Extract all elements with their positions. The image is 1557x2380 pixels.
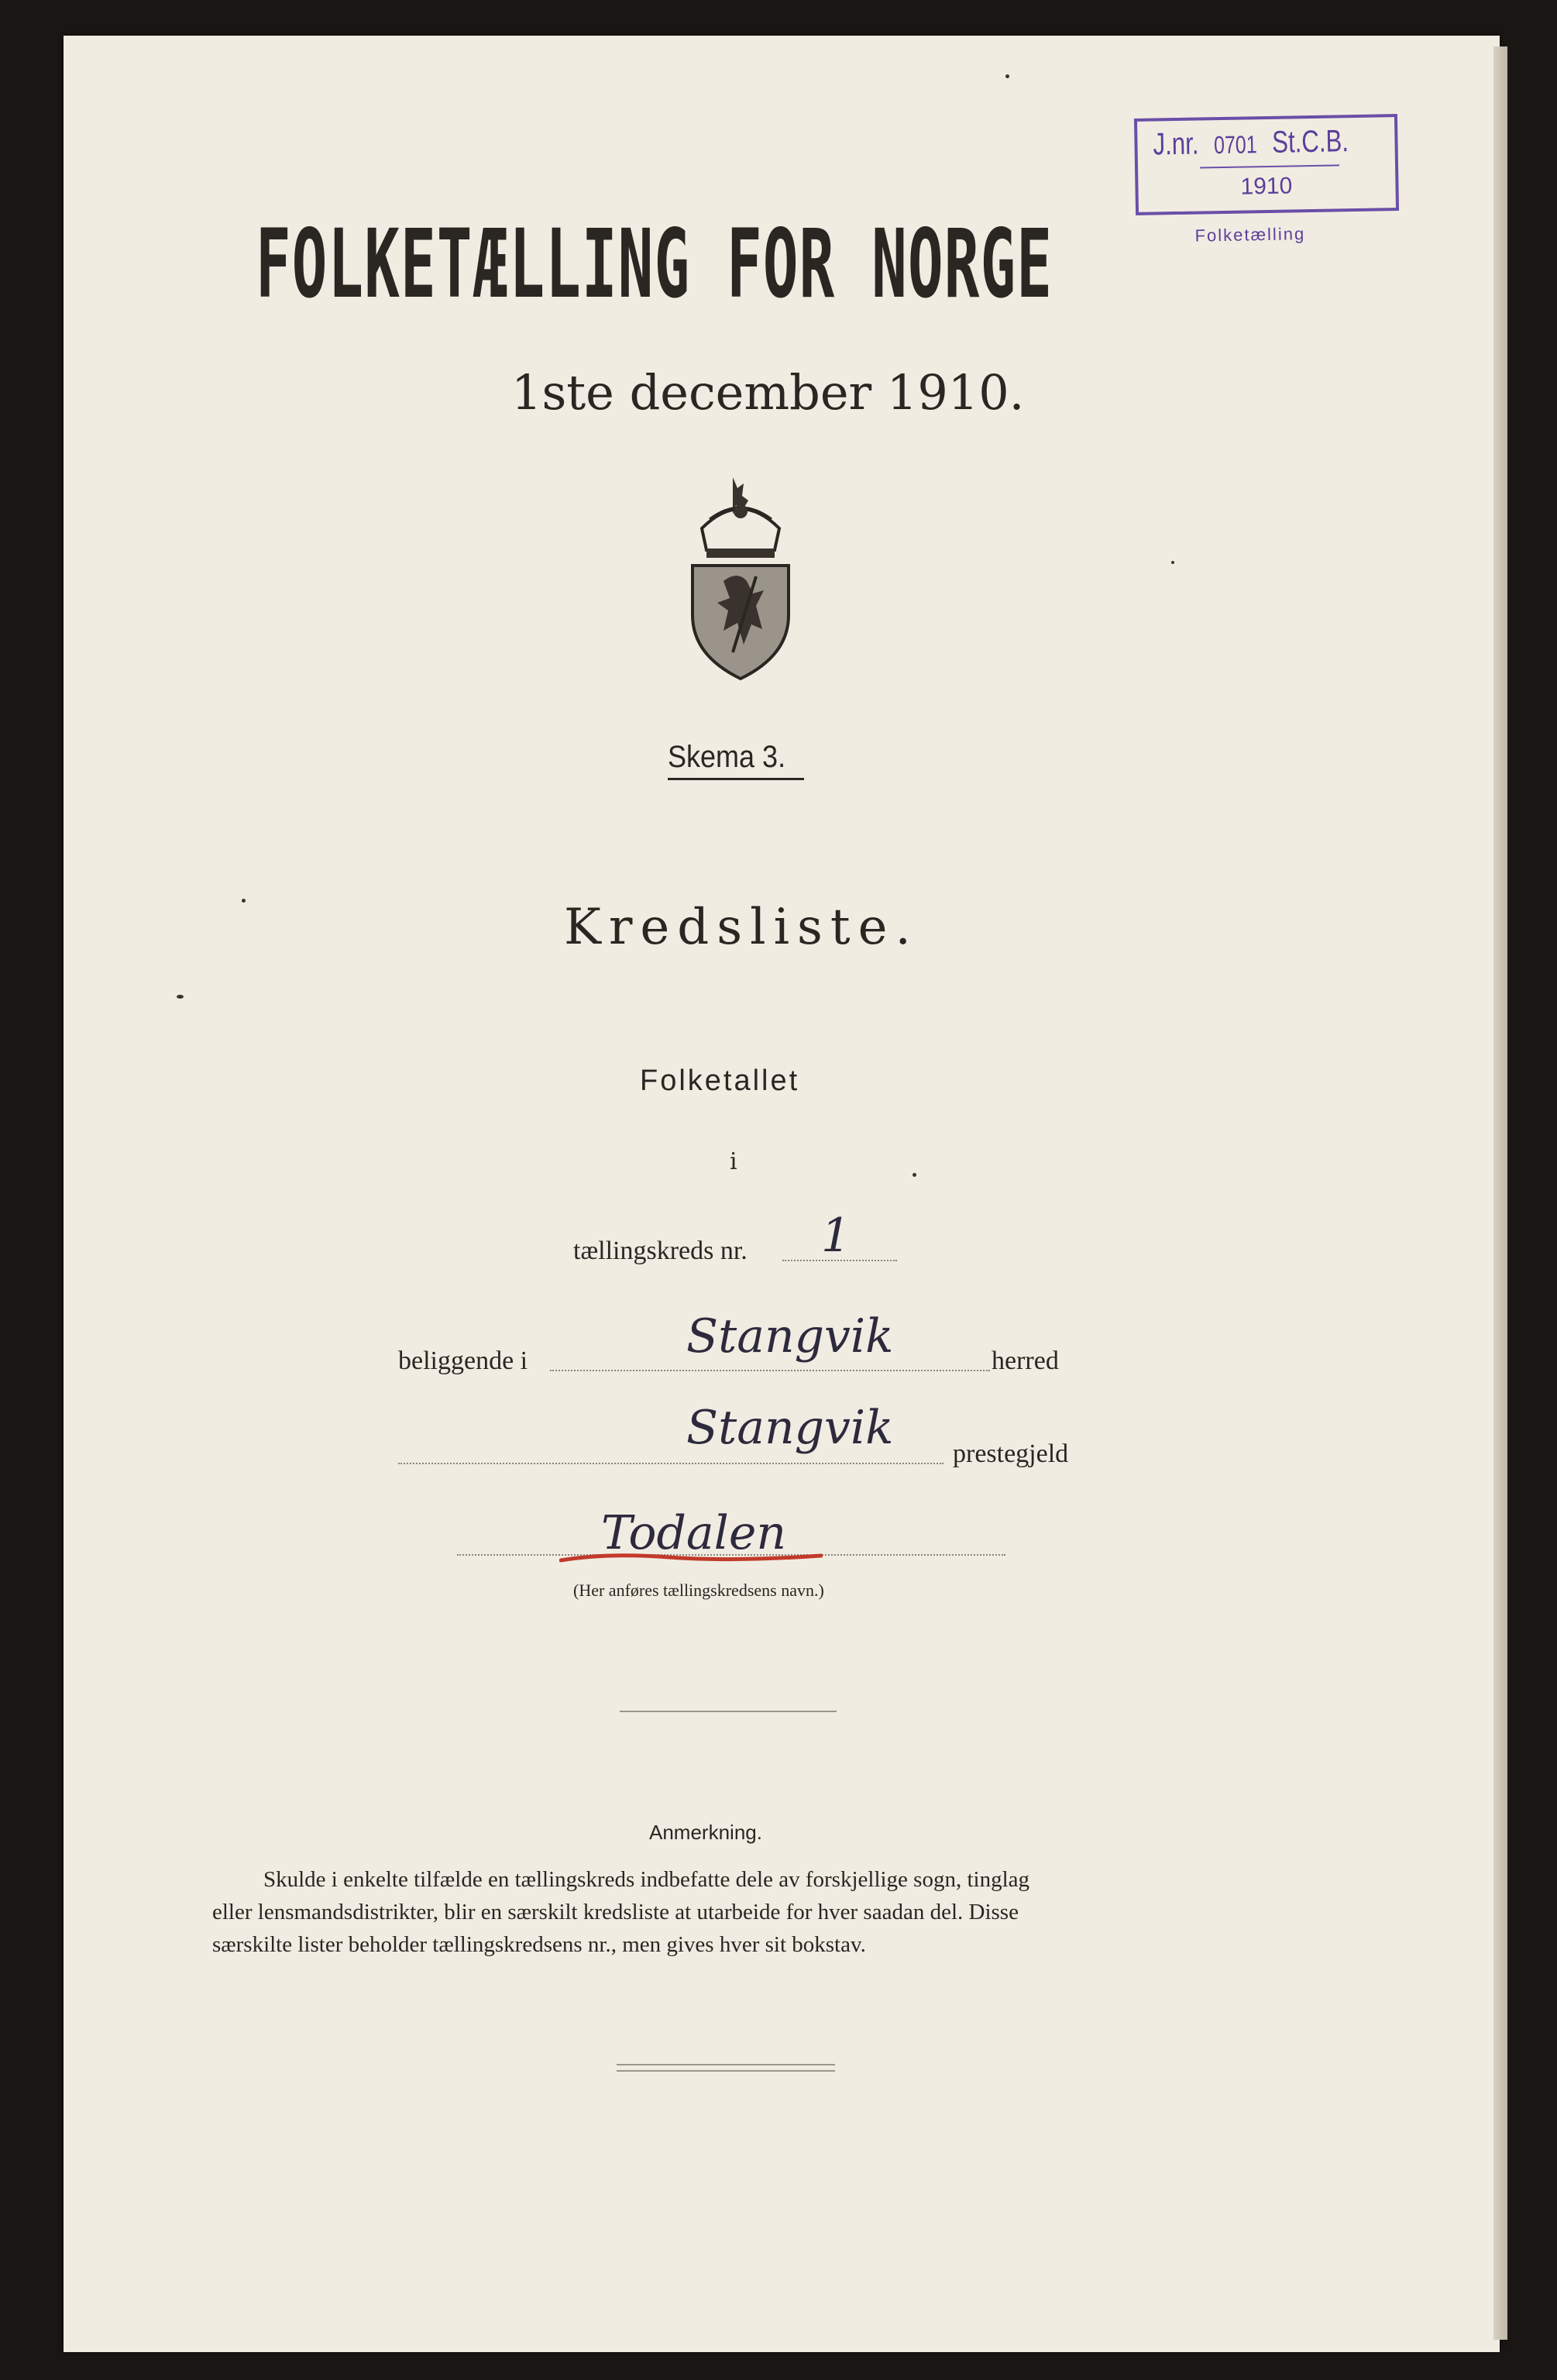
herred-dotted-line — [550, 1370, 990, 1371]
paper-speck — [1005, 74, 1009, 78]
census-date: 1ste december 1910. — [511, 364, 1025, 421]
stamp-header — [1153, 124, 1349, 162]
paper-speck — [242, 899, 246, 903]
district-number-field[interactable]: 1 — [821, 1209, 851, 1263]
schema-underline — [668, 778, 804, 780]
herred-label: herred — [992, 1346, 1059, 1375]
remark-line-1: Skulde i enkelte tilfælde en tællingskreds indbefatte dele av forskjellige sogn, tinglag — [263, 1867, 1030, 1892]
stamp-number: 0701 — [1213, 130, 1257, 160]
prestegjeld-field[interactable]: Stangvik — [686, 1401, 894, 1455]
form-heading: Kredsliste. — [564, 899, 919, 956]
kreds-name-field[interactable]: Todalen — [601, 1506, 787, 1560]
double-rule-top — [617, 2064, 835, 2065]
paper-speck — [913, 1173, 916, 1177]
preposition-i: i — [730, 1148, 737, 1175]
red-pencil-underline — [559, 1553, 823, 1563]
stamp-year: 1910 — [1240, 173, 1293, 200]
remark-line-3: særskilte lister beholder tællingskredsens nr., men gives hver sit bokstav. — [212, 1932, 866, 1957]
stamp-agency: St.C.B. — [1271, 124, 1349, 160]
sheet-edge — [1493, 46, 1507, 2340]
stamp-prefix: J.nr. — [1153, 126, 1199, 162]
form-subheading: Folketallet — [640, 1064, 800, 1097]
page-title: FOLKETÆLLING FOR NORGE — [256, 209, 1053, 319]
district-label: tællingskreds nr. — [573, 1236, 748, 1265]
double-rule-bottom — [617, 2070, 835, 2072]
separator-rule — [620, 1711, 837, 1712]
prestegjeld-dotted-line — [398, 1463, 943, 1464]
coat-of-arms-icon — [679, 474, 803, 683]
archive-stamp — [1134, 114, 1399, 246]
prestegjeld-label: prestegjeld — [953, 1439, 1069, 1468]
paper-speck — [1171, 561, 1174, 564]
herred-field[interactable]: Stangvik — [686, 1309, 894, 1364]
remark-line-2: eller lensmandsdistrikter, blir en særskilt kredsliste at utarbeide for hver saadan del. Disse — [212, 1900, 1019, 1924]
stamp-rule — [1200, 164, 1339, 168]
schema-number: Skema 3. — [668, 740, 786, 774]
stamp-subject: Folketælling — [1194, 224, 1306, 246]
kreds-name-hint: (Her anføres tællingskredsens navn.) — [573, 1580, 824, 1600]
located-label: beliggende i — [398, 1346, 528, 1375]
paper-speck — [177, 995, 184, 999]
remark-title: Anmerkning. — [649, 1821, 762, 1844]
